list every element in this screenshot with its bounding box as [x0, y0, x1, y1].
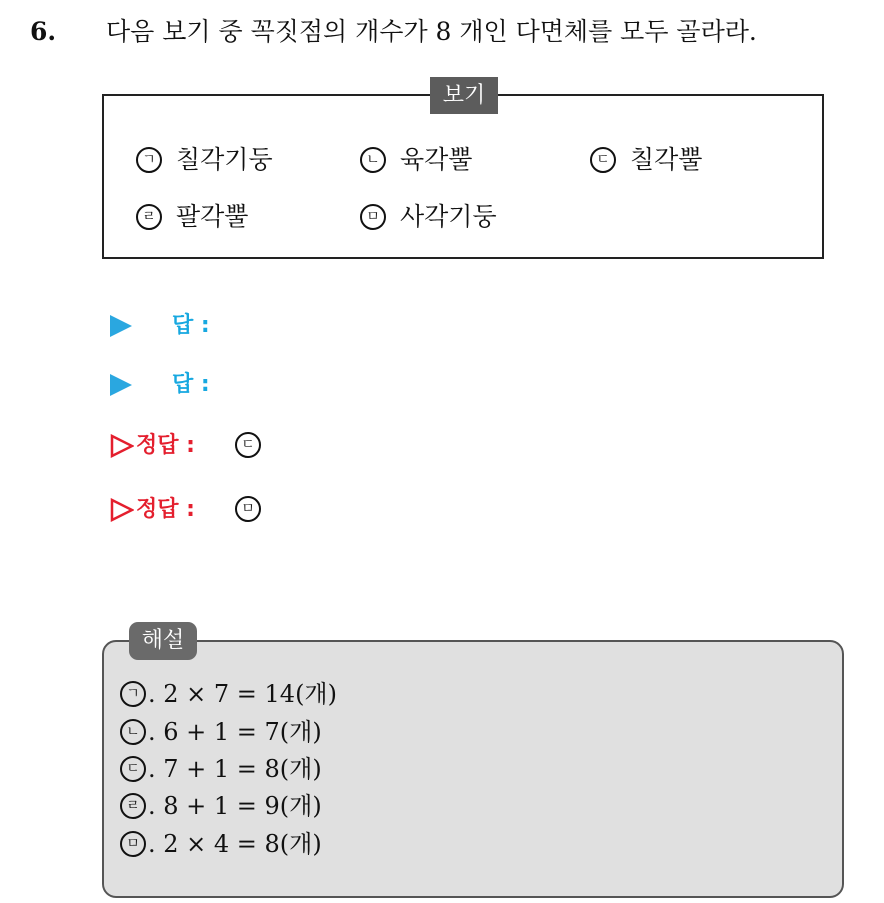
explanation-mark: ㄷ	[120, 756, 146, 782]
choice-mark: ㄱ	[136, 147, 162, 173]
choice-4	[136, 200, 248, 234]
choice-text: 칠각기둥	[176, 145, 273, 174]
choice-1	[136, 143, 273, 177]
explanation-text: . 6 + 1 = 7(개)	[148, 718, 322, 746]
play-triangle-icon	[110, 315, 132, 337]
choice-mark: ㄷ	[590, 147, 616, 173]
choice-text: 팔각뿔	[176, 202, 249, 231]
choice-5	[360, 200, 497, 234]
correct-answer-row-2	[110, 492, 410, 528]
explanation-title: 해설	[129, 622, 197, 660]
choice-text: 사각기둥	[400, 202, 497, 231]
answer-label: 답 :	[172, 372, 210, 397]
correct-answer-label: 정답 :	[136, 497, 195, 522]
choice-mark: ㄴ	[360, 147, 386, 173]
explanation-mark: ㄱ	[120, 681, 146, 707]
choice-3	[590, 143, 702, 177]
explanation-line-5	[120, 827, 322, 861]
explanation-mark: ㄴ	[120, 719, 146, 745]
answer-mark: ㅁ	[235, 496, 261, 522]
question-number: 6.	[30, 17, 57, 46]
explanation-line-4	[120, 789, 322, 823]
explanation-text: . 8 + 1 = 9(개)	[148, 792, 322, 820]
explanation-text: . 2 × 7 = 14(개)	[148, 680, 337, 708]
correct-answer-value	[235, 428, 275, 464]
choice-mark: ㅁ	[360, 204, 386, 230]
question-text: 다음 보기 중 꼭짓점의 개수가 8 개인 다면체를 모두 골라라.	[106, 17, 757, 46]
explanation-text: . 7 + 1 = 8(개)	[148, 755, 322, 783]
answer-row-1	[110, 308, 410, 344]
outline-triangle-icon	[110, 434, 134, 458]
outline-triangle-icon	[110, 498, 134, 522]
explanation-mark: ㄹ	[120, 793, 146, 819]
choice-text: 칠각뿔	[630, 145, 703, 174]
answer-mark: ㄷ	[235, 432, 261, 458]
explanation-line-3	[120, 752, 322, 786]
question-header	[30, 10, 860, 54]
choice-mark: ㄹ	[136, 204, 162, 230]
correct-answer-value	[235, 492, 275, 528]
explanation-line-2	[120, 715, 322, 749]
explanation-line-1	[120, 677, 337, 711]
choice-2	[360, 143, 472, 177]
correct-answer-row-1	[110, 428, 410, 464]
play-triangle-icon	[110, 374, 132, 396]
correct-answer-label: 정답 :	[136, 433, 195, 458]
answer-row-2	[110, 367, 410, 403]
bogi-title: 보기	[430, 77, 498, 114]
choice-text: 육각뿔	[400, 145, 473, 174]
explanation-text: . 2 × 4 = 8(개)	[148, 830, 322, 858]
answer-label: 답 :	[172, 313, 210, 338]
explanation-mark: ㅁ	[120, 831, 146, 857]
